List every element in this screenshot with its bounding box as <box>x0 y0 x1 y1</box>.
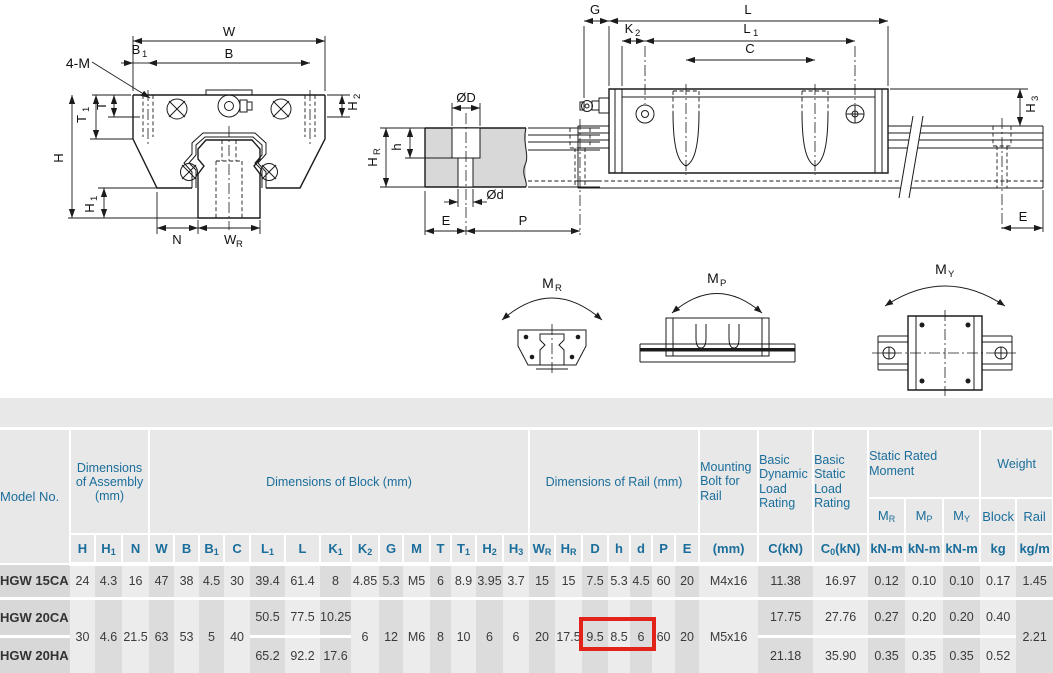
dim-label-e-rail: E <box>1018 209 1028 224</box>
grease-nipple-icon <box>218 95 252 117</box>
dim-label-od-small: Ød <box>486 187 504 202</box>
cell: 0.35 <box>868 636 905 673</box>
cell: 0.20 <box>905 598 943 636</box>
cell: 0.35 <box>905 636 943 673</box>
dim-label-g: G <box>589 2 601 17</box>
svg-text:H: H <box>365 157 380 167</box>
cell-highlighted-d: 9.5 <box>582 598 608 673</box>
cell: 17.6 <box>320 636 351 673</box>
cell: 6 <box>430 564 451 598</box>
cell: 65.2 <box>250 636 285 673</box>
svg-text:K: K <box>624 21 634 36</box>
svg-text:3: 3 <box>1030 95 1041 101</box>
cell: 0.10 <box>943 564 980 598</box>
cell: 8.9 <box>451 564 476 598</box>
cell: 35.90 <box>813 636 868 673</box>
model-cell: HGW 20CA <box>0 598 70 636</box>
cell: 11.38 <box>758 564 813 598</box>
cell: 39.4 <box>250 564 285 598</box>
cell: 5.3 <box>608 564 630 598</box>
flange-bolt-hole-right <box>305 90 315 144</box>
header-weight: Weight <box>980 430 1053 498</box>
cell-highlighted-h: 8.5 <box>608 598 630 673</box>
side-view-drawing <box>565 0 1053 245</box>
cell: 0.10 <box>905 564 943 598</box>
dim-label-n: N <box>172 232 182 247</box>
cell: 53 <box>174 598 199 673</box>
header-my: MY <box>943 498 980 534</box>
cell: 10 <box>451 598 476 673</box>
dim-label-4m: 4-M <box>65 55 90 71</box>
cell: 4.5 <box>630 564 652 598</box>
cell: 15 <box>529 564 555 598</box>
cell: 3.7 <box>503 564 529 598</box>
end-cap-screws <box>636 105 864 123</box>
header-static-load: Basic Static Load Rating <box>813 430 868 534</box>
dim-label-h3 <box>1023 96 1041 113</box>
dim-label-k2 <box>625 21 641 39</box>
dim-label-w: W <box>222 24 236 39</box>
cell: 27.76 <box>813 598 868 636</box>
cell: 0.27 <box>868 598 905 636</box>
dim-label-b1-sub: 1 <box>142 49 148 60</box>
highlight-box <box>579 617 656 651</box>
svg-text:H: H <box>82 203 97 213</box>
cell: M6 <box>403 598 430 673</box>
dim-label-h: H <box>51 153 66 163</box>
svg-text:M: M <box>542 275 554 291</box>
cell: M5 <box>403 564 430 598</box>
cell: 21.18 <box>758 636 813 673</box>
cell: 21.5 <box>122 598 149 673</box>
moment-mr-diagram <box>502 275 602 374</box>
cell: 20 <box>675 564 699 598</box>
cell: 0.40 <box>980 598 1016 636</box>
cell: 0.52 <box>980 636 1016 673</box>
cell: 6 <box>476 598 503 673</box>
svg-text:H: H <box>345 101 360 111</box>
svg-text:M: M <box>935 261 947 277</box>
dim-label-l1 <box>743 21 758 39</box>
dim-label-t: T <box>94 102 109 110</box>
svg-text:R: R <box>555 283 562 294</box>
dim-label-h2 <box>345 94 363 111</box>
dim-label-c: C <box>745 41 755 56</box>
dim-label-hr <box>365 148 383 167</box>
svg-text:L: L <box>743 21 751 36</box>
cell: 38 <box>174 564 199 598</box>
cell: 2.21 <box>1016 598 1053 673</box>
dim-label-wr-sub: R <box>236 239 243 250</box>
header-block: Dimensions of Block (mm) <box>149 430 529 534</box>
header-assembly: Dimensions of Assembly (mm) <box>70 430 149 534</box>
cell: 30 <box>224 564 250 598</box>
cell: 0.20 <box>943 598 980 636</box>
cell: 16.97 <box>813 564 868 598</box>
flange-bolt-hole-left <box>143 90 153 144</box>
dim-label-wr: W <box>224 232 237 247</box>
dim-label-p: P <box>518 213 528 228</box>
cell: 30 <box>70 598 95 673</box>
cell: 16 <box>122 564 149 598</box>
cell: 20 <box>529 598 555 673</box>
cell: 1.45 <box>1016 564 1053 598</box>
unit-row: H H1 N W B B1 C L1 L K1 K2 G M T T1 H2 H3 WR HR D h d P E (mm) C(kN) C0(kN) kN-m kN-m kN-m kg kg/m <box>0 534 1053 564</box>
cell: 20 <box>675 598 699 673</box>
svg-text:1: 1 <box>81 106 92 112</box>
cell: 17.75 <box>758 598 813 636</box>
cell: 77.5 <box>285 598 320 636</box>
header-mr: MR <box>868 498 905 534</box>
svg-text:P: P <box>720 278 727 289</box>
header-mp: MP <box>905 498 943 534</box>
cell: 4.3 <box>95 564 122 598</box>
cell: 3.95 <box>476 564 503 598</box>
moment-mp-diagram <box>640 270 795 362</box>
cell: 24 <box>70 564 95 598</box>
cell: 0.35 <box>943 636 980 673</box>
header-static-moment: Static Rated Moment <box>868 430 980 498</box>
cell: 63 <box>149 598 174 673</box>
model-cell: HGW 20HA <box>0 636 70 673</box>
header-weight-block: Block <box>980 498 1016 534</box>
moment-diagrams <box>480 258 1025 394</box>
svg-text:1: 1 <box>753 28 759 39</box>
cell: 4.6 <box>95 598 122 673</box>
cell: 5.3 <box>379 564 403 598</box>
cell: M5x16 <box>699 598 758 673</box>
cell: 15 <box>555 564 582 598</box>
cell: 40 <box>224 598 250 673</box>
cell: 17.5 <box>555 598 582 673</box>
svg-text:Y: Y <box>948 269 955 280</box>
cell: 61.4 <box>285 564 320 598</box>
cell: 5 <box>199 598 224 673</box>
dim-label-l: L <box>744 2 752 17</box>
svg-text:M: M <box>707 270 719 286</box>
cell: 50.5 <box>250 598 285 636</box>
svg-text:1: 1 <box>89 195 100 201</box>
cell: 92.2 <box>285 636 320 673</box>
header-dynamic-load: Basic Dynamic Load Rating <box>758 430 813 534</box>
svg-text:H: H <box>1023 103 1038 113</box>
dim-label-e: E <box>441 213 451 228</box>
cell: 0.17 <box>980 564 1016 598</box>
cell: 10.25 <box>320 598 351 636</box>
grease-nipple-side-icon <box>580 98 609 113</box>
svg-text:T: T <box>74 115 89 123</box>
dim-label-h1 <box>82 196 100 213</box>
moment-my-diagram <box>872 261 1018 396</box>
cell: 12 <box>379 598 403 673</box>
cell: 47 <box>149 564 174 598</box>
header-rail: Dimensions of Rail (mm) <box>529 430 699 534</box>
cell: 60 <box>652 564 675 598</box>
cell-highlighted-d-small: 6 <box>630 598 652 673</box>
cell: 60 <box>652 598 675 673</box>
mounting-slots <box>673 84 828 175</box>
dim-label-od: ØD <box>456 90 476 105</box>
svg-text:2: 2 <box>635 28 641 39</box>
row-hgw20ca <box>0 598 1053 636</box>
spec-table <box>0 430 1053 673</box>
svg-text:R: R <box>372 148 383 155</box>
cell: 6 <box>351 598 379 673</box>
model-cell: HGW 15CA <box>0 564 70 598</box>
cell: 7.5 <box>582 564 608 598</box>
row-hgw15ca <box>0 564 1053 598</box>
table-top-band <box>0 398 1053 430</box>
cell: 0.12 <box>868 564 905 598</box>
cell: 6 <box>503 598 529 673</box>
dim-label-b1: B <box>131 42 141 57</box>
cell: 8 <box>430 598 451 673</box>
header-mounting-bolt: Mounting Bolt for Rail <box>699 430 758 534</box>
svg-text:2: 2 <box>352 93 363 99</box>
header-model-no: Model No. <box>0 430 70 564</box>
header-weight-rail: Rail <box>1016 498 1053 534</box>
dim-label-h-depth: h <box>389 143 404 151</box>
cell: 4.85 <box>351 564 379 598</box>
spec-table-section <box>0 398 1053 673</box>
cell: M4x16 <box>699 564 758 598</box>
cell: 8 <box>320 564 351 598</box>
block-cross-section-drawing <box>28 6 363 250</box>
cell: 4.5 <box>199 564 224 598</box>
dim-label-t1 <box>74 107 92 123</box>
dim-label-b: B <box>224 46 234 61</box>
